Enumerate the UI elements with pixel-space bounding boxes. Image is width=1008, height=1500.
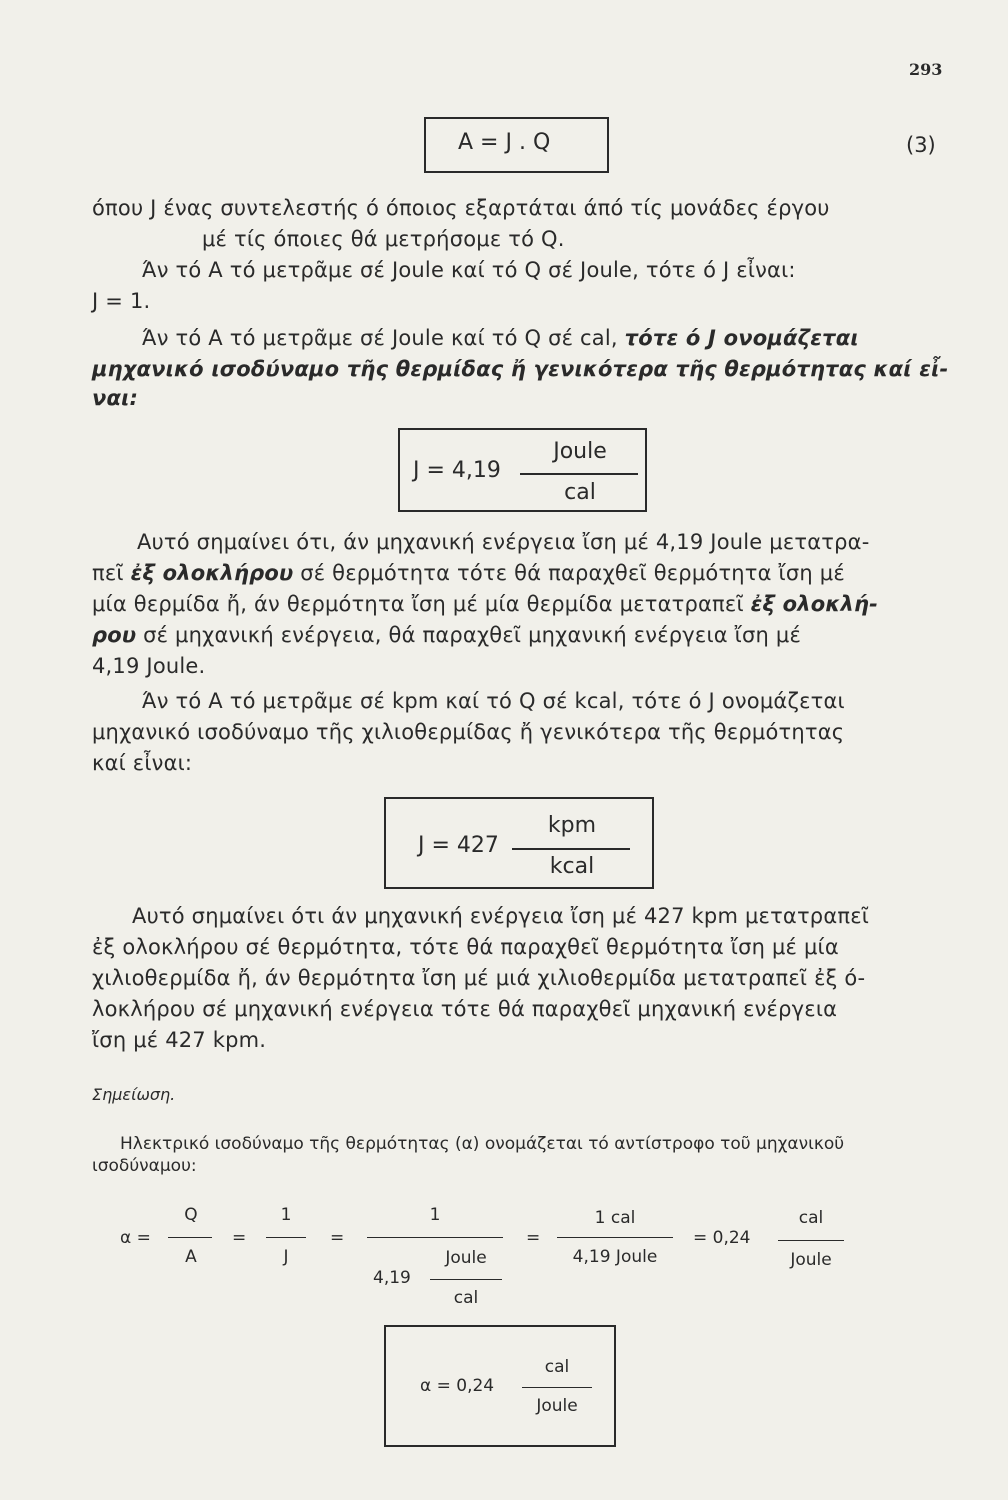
frac1-den: A bbox=[185, 1247, 197, 1267]
frac3-bar bbox=[367, 1237, 503, 1238]
p6-line2: ἐξ ολοκλήρου σέ θερμότητα, τότε θά παραχθεῖ θερμότητα ἴση μέ μία bbox=[92, 935, 839, 959]
frac3-den-num: Joule bbox=[445, 1248, 487, 1268]
p2-line1: Άν τό Α τό μετρᾶμε σέ Joule καί τό Q σέ Joule, τότε ό J εἶναι: bbox=[142, 258, 796, 282]
frac3-num: 1 bbox=[429, 1205, 441, 1225]
frac5-num: cal bbox=[798, 1208, 824, 1228]
p1-line1: όπου J ένας συντελεστής ό όποιος εξαρτάται άπό τίς μονάδες έργου bbox=[92, 196, 830, 220]
frac2-bar bbox=[266, 1237, 306, 1238]
p3-line1-bold: τότε ό J ονομάζεται bbox=[624, 326, 859, 350]
p4-line2-c: σέ θερμότητα τότε θά παραχθεῖ θερμότητα ἴση μέ bbox=[293, 561, 845, 585]
frac5-bar bbox=[778, 1240, 844, 1241]
p4-line3-b: ἐξ ολοκλή- bbox=[750, 592, 879, 616]
equals-2: = bbox=[330, 1228, 345, 1248]
frac3-den-den: cal bbox=[453, 1288, 479, 1308]
frac4-bar bbox=[557, 1237, 673, 1238]
frac4-num: 1 cal bbox=[594, 1208, 636, 1228]
alpha-label: α = bbox=[120, 1228, 151, 1248]
p6-line4: λοκλήρου σέ μηχανική ενέργεια τότε θά παραχθεῖ μηχανική ενέργεια bbox=[92, 997, 838, 1021]
frac2-den: J bbox=[283, 1247, 289, 1267]
p3-line1-normal: Άν τό Α τό μετρᾶμε σέ Joule καί τό Q σέ cal, bbox=[142, 326, 625, 350]
equals-1: = bbox=[232, 1228, 247, 1248]
p4-line4-b: σέ μηχανική ενέργεια, θά παραχθεῖ μηχανική ενέργεια ἴση μέ bbox=[136, 623, 801, 647]
p5-line1: Άν τό Α τό μετρᾶμε σέ kpm καί τό Q σέ kcal, τότε ό J ονομάζεται bbox=[142, 689, 845, 713]
p4-line3 bbox=[92, 589, 878, 620]
p4-line2-b: ἐξ ολοκλήρου bbox=[130, 561, 294, 585]
equation-kpm-den: kcal bbox=[549, 854, 595, 879]
equation-kpm-num: kpm bbox=[547, 813, 597, 838]
p5-line3: καί εἶναι: bbox=[92, 751, 193, 775]
p3-line1 bbox=[142, 323, 859, 354]
p6-line3: χιλιοθερμίδα ἤ, άν θερμότητα ἴση μέ μιά χιλιοθερμίδα μετατραπεῖ ἐξ ό- bbox=[92, 966, 866, 990]
equation-alpha-box bbox=[384, 1325, 616, 1447]
p6-line5: ἴση μέ 427 kpm. bbox=[92, 1028, 267, 1052]
p2-line2: J = 1. bbox=[92, 289, 151, 313]
p4-line2 bbox=[92, 558, 845, 589]
p4-line5: 4,19 Joule. bbox=[92, 654, 206, 678]
page-number: 293 bbox=[909, 60, 943, 79]
p4-line4-a: ρου bbox=[92, 623, 137, 647]
p3-line3: ναι: bbox=[92, 386, 139, 410]
frac1-num: Q bbox=[184, 1205, 198, 1225]
result-value: = 0,24 bbox=[693, 1228, 751, 1248]
equation-joule-den: cal bbox=[564, 480, 596, 505]
frac3-den-coef: 4,19 bbox=[373, 1268, 411, 1288]
frac3-den-bar bbox=[430, 1279, 502, 1280]
equation-kpm-bar bbox=[512, 848, 630, 850]
equation-joule-lhs: J = 4,19 bbox=[413, 458, 501, 483]
note-line2: ισοδύναμου: bbox=[92, 1156, 197, 1176]
equation-alpha-lhs: α = 0,24 bbox=[420, 1376, 495, 1396]
equation-kpm-lhs: J = 427 bbox=[418, 833, 499, 858]
note-line1: Ηλεκτρικό ισοδύναμο τῆς θερμότητας (α) ονομάζεται τό αντίστροφο τοῦ μηχανικοῦ bbox=[120, 1134, 845, 1154]
p4-line4 bbox=[92, 620, 801, 651]
p4-line1: Αυτό σημαίνει ότι, άν μηχανική ενέργεια ἴση μέ 4,19 Joule μετατρα- bbox=[137, 530, 870, 554]
p6-line1: Αυτό σημαίνει ότι άν μηχανική ενέργεια ἴση μέ 427 kpm μετατραπεῖ bbox=[132, 904, 870, 928]
frac2-num: 1 bbox=[280, 1205, 292, 1225]
note-heading: Σημείωση. bbox=[92, 1085, 176, 1104]
equation-3: A = J . Q bbox=[458, 130, 551, 155]
frac4-den: 4,19 Joule bbox=[572, 1247, 658, 1267]
frac5-den: Joule bbox=[790, 1250, 832, 1270]
frac1-bar bbox=[168, 1237, 212, 1238]
p4-line3-a: μία θερμίδα ἤ, άν θερμότητα ἴση μέ μία θερμίδα μετατραπεῖ bbox=[92, 592, 751, 616]
equation-alpha-den: Joule bbox=[536, 1396, 578, 1416]
p4-line2-a: πεῖ bbox=[92, 561, 131, 585]
equation-joule-bar bbox=[520, 473, 638, 475]
equation-alpha-num: cal bbox=[544, 1357, 570, 1377]
equals-3: = bbox=[526, 1228, 541, 1248]
p1-line2: μέ τίς όποιες θά μετρήσομε τό Q. bbox=[202, 227, 565, 251]
p3-line2: μηχανικό ισοδύναμο τῆς θερμίδας ἤ γενικότερα τῆς θερμότητας καί εἶ- bbox=[92, 357, 949, 381]
p5-line2: μηχανικό ισοδύναμο τῆς χιλιοθερμίδας ἤ γενικότερα τῆς θερμότητας bbox=[92, 720, 845, 744]
equation-alpha-bar bbox=[522, 1387, 592, 1388]
equation-3-number: (3) bbox=[906, 133, 936, 157]
equation-joule-num: Joule bbox=[553, 439, 607, 464]
